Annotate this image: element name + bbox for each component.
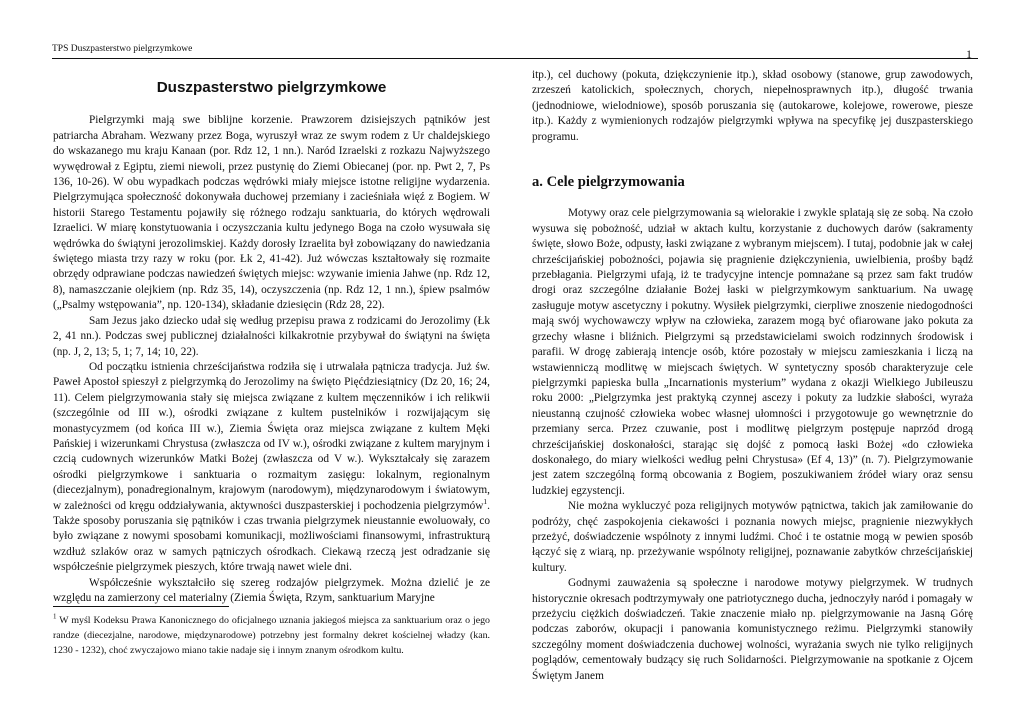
paragraph-jesus: Sam Jezus jako dziecko udał się według przepisu prawa z rodzicami do Jerozolimy (Łk 2, 41 nn.). Podczas swej publicznej działalności kilkakrotnie przybywał do świątyni na święta (np. J, 2, 13; 5, 1; 7, 14; 10, 22).	[53, 314, 490, 358]
paragraph-non-religious: Nie można wykluczyć poza religijnych motywów pątnictwa, takich jak zamiłowanie do podróży, chęć zaspokojenia ciekawości i poznania nowych miejsc, pragnienie niezwykłych przeżyć, doświadczenie wspólnoty z innymi ludźmi. Choć i te ostatnie mogą w pewien sposób łączyć się z wiarą, np. przeżywanie wspólnoty religijnej, poznawanie zabytków chrześcijańskiej kultury.	[532, 500, 973, 574]
right-column	[532, 68, 973, 684]
footnote	[53, 613, 490, 659]
paragraph-motives: Motywy oraz cele pielgrzymowania są wielorakie i zwykle splatają się ze sobą. Na czoło wysuwa się pobożność, udział w aktach kultu, korzystanie z duchowych darów (sakramenty święte, słowo Boże, odpusty, łaski związane z wybranym miejscem). I tutaj, podobnie jak w całej chrześcijańskiej pobożności, pojawia się pragnienie dziękczynienia, uwielbienia, prośby bądź przebłagania. Pielgrzymi ufają, iż te tradycyjne intencje pomnażane są przez sam fakt trudów drogi oraz szczególne działanie Bożej łaski w pielgrzymkowym sanktuarium. Na uwagę zasługuje motyw ascetyczny i pokutny. Wysiłek pielgrzymki, cierpliwe znoszenie niedogodności mają swój wychowawczy wpływ na człowieka, zarazem mogą być ofiarowane jako pokuta za grzechy własne i bliźnich. Pielgrzymi są przedstawicielami swoich rodzinnych środowisk i parafii. W drogę zabierają intencje osób, które pozostały w miejscu zamieszkania i liczą na wstawienniczą modlitwę w miejscach świętych. W syntetyczny sposób charakteryzuje cele pielgrzymki papieska bulla „Incarnationis mysterium” wydana z okazji Wielkiego Jubileuszu roku 2000: „Pielgrzymka jest praktyką czynnej ascezy i pokuty za ludzkie słabości, wyraża nieustanną czujność człowieka wobec własnej ułomności i przygotowuje go wewnętrznie do przemiany serca. Przez czuwanie, post i modlitwę pielgrzym postępuje naprzód drogą chrześcijańskiej doskonałości, starając się dojść z pomocą łaski Bożej «do człowieka doskonałego, do miary wielkości według pełni Chrystusa» (Ef 4, 13)” (n. 7). Pielgrzymowanie jest zatem szczególną formą obcowania z Bogiem, poszukiwaniem źródeł wiary oraz sensu ludzkiej egzystencji.	[532, 207, 973, 497]
paragraph-continuation: itp.), cel duchowy (pokuta, dziękczynienie itp.), skład osobowy (stanowe, grup zawodowych, zrzeszeń katolickich, społecznych, chorych, niepełnosprawnych itp.), długość trwania (jednodniowe, wielodniowe), sposób poruszania się (autokarowe, kolejowe, rowerowe, piesze itp.). Każdy z wymienionych rodzajów pielgrzymki wpływa na specyfikę jej duszpasterskiego programu.	[532, 69, 973, 143]
paragraph-text: Od początku istnienia chrześcijaństwa rodziła się i utrwalała pątnicza tradycja. Już św. Paweł Apostoł spieszył z pielgrzymką do Jerozolimy na święto Pięćdziesiątnicy (Dz 20, 16; 24, 11). Celem pielgrzymowania stały się miejsca związane z kultem męczenników i ich relikwii (szczególnie od III w.), ośrodki związane z kultem pustelników i rozwijającym się monastycyzmem (od końca III w.), Ziemia Święta oraz miejsca związane z kultem Męki Pańskiej i wizerunkami Chrystusa (zwłaszcza od IV w.), ośrodki związane z kultem maryjnym i czcią cudownych wizerunków Matki Bożej (zwłaszcza od V w.). Wykształcały się zarazem ośrodki pielgrzymkowe i sanktuaria o rozmaitym zasięgu: lokalnym, regionalnym (diecezjalnym), ponadregionalnym, krajowym (narodowym), międzynarodowym i światowym, w zależności od kręgu oddziaływania, aktywności duszpasterskiej i pochodzenia pielgrzymów	[53, 360, 490, 512]
paragraph-types: Współcześnie wykształciło się szereg rodzajów pielgrzymek. Można dzielić je ze względu na zamierzony cel materialny (Ziemia Święta, Rzym, sanktuarium Maryjne	[53, 576, 490, 604]
page-number: 1	[966, 47, 972, 61]
footnote-mark: 1	[53, 612, 57, 621]
footnote-divider	[53, 606, 229, 607]
footnote-text: W myśl Kodeksu Prawa Kanonicznego do oficjalnego uznania jakiegoś miejsca za sanktuarium oraz o jego randze (diecezjalne, narodowe, międzynarodowe) potrzebny jest formalny dekret kościelnej władzy (kan. 1230 - 1232), choć zwyczajowo miano takie nadaje się i innym znanym ośrodkom kultu.	[53, 615, 490, 657]
running-title: TPS Duszpasterstwo pielgrzymkowe	[52, 44, 193, 54]
paragraph-biblical-roots: Pielgrzymki mają swe biblijne korzenie. Prawzorem dzisiejszych pątników jest patriarcha Abraham. Wezwany przez Boga, wyruszył wraz ze swym rodem z Ur chaldejskiego do wskazanego mu kraju Kanaan (por. Rdz 12, 1 nn.). Naród Izraelski z rozkazu Najwyższego wywędrował z Egiptu, ziemi niewoli, przez pustynię do Ziemi Obiecanej (por. np. Pwt 2, 7, Ps 136, 10-26). W obu wypadkach podczas wędrówki miały miejsce istotne religijne wydarzenia. Pielgrzymująca społeczność dokonywała duchowej przemiany i zacieśniała więź z Bogiem. W historii Starego Testamentu pojawiły się różnego rodzaju sanktuaria, do których wędrowali Izraelici. W miarę konstytuowania i oczyszczania kultu jedynego Boga na czoło wysuwała się wędrówka do świątyni jerozolimskiej. Każdy dorosły Izraelita był zobowiązany do nawiedzania świętego miasta trzy razy w roku (por. Łk 2, 41-42). Już wówczas kształtowały się rozmaite obrzędy odprawiane podczas nawiedzeń świętych miejsc: wzywanie imienia Jahwe (np. Rdz 12, 8), namaszczanie olejkiem (np. Rdz 35, 14), oczyszczenia (np. Rdz 12, 1 nn.), śpiew psalmów („Psalmy wstępowania”, np. 120-134), składanie dziesięcin (Rdz 28, 22).	[53, 114, 490, 312]
document-title: Duszpasterstwo pielgrzymkowe	[156, 79, 387, 96]
header-divider	[52, 58, 978, 59]
section-heading: a. Cele pielgrzymowania	[532, 174, 685, 191]
paragraph-social-national: Godnymi zauważenia są społeczne i narodowe motywy pielgrzymek. W trudnych historycznie okresach podtrzymywały one patriotycznego ducha, jednoczyły naród i pomagały w przeżyciu ciężkich doświadczeń. Takie znaczenie miało np. pielgrzymowanie na Jasną Górę podczas zaborów, okupacji i panowania komunistycznego reżimu. Pielgrzymki stanowiły szczególny moment doświadczenia duchowej wolności, wyrażania swych nie tylko religijnych poglądów, cementowały budzący się ruch Solidarności. Pielgrzymowanie na spotkanie z Ojcem Świętym Janem	[532, 577, 973, 682]
paragraph-christian-tradition	[53, 360, 490, 576]
footnote-reference[interactable]: 1	[483, 496, 488, 506]
paragraph-text: . Także sposoby poruszania się pątników i czas trwania pielgrzymek nieustannie ewoluowały, co było związane z nowymi sposobami komunikacji, możliwościami finansowymi, infrastrukturą wzdłuż szlaków oraz w samych pątniczych ośrodkach. Ciekawą rzeczą jest odradzanie się współcześnie pielgrzymek pieszych, które trwają nawet wiele dni.	[53, 499, 490, 574]
left-column	[53, 68, 490, 606]
